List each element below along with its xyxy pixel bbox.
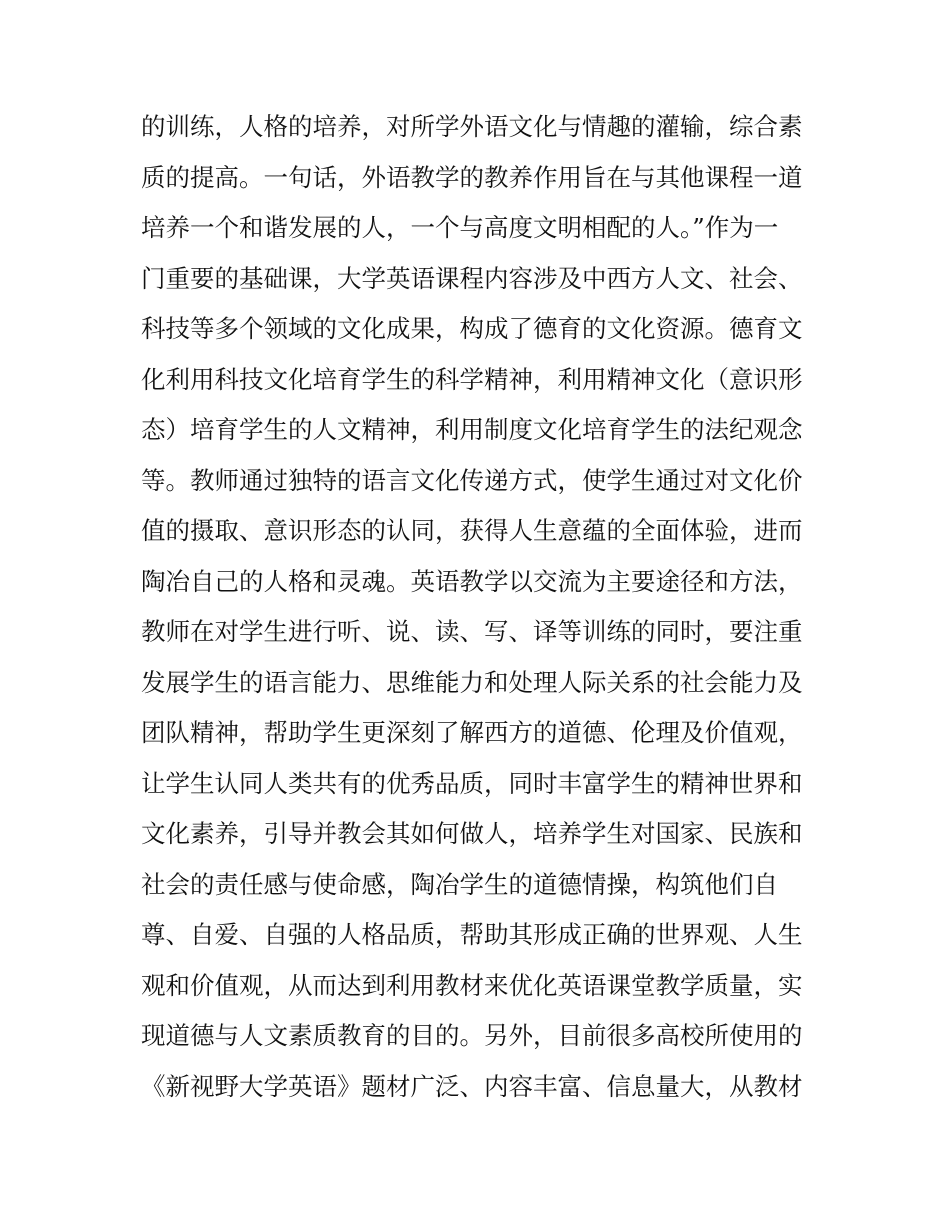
text-line: 科技等多个领域的文化成果，构成了德育的文化资源。德育文 xyxy=(141,314,803,343)
text-line: 陶冶自己的人格和灵魂。英语教学以交流为主要途径和方法， xyxy=(141,566,803,596)
text-line: 社会的责任感与使命感，陶冶学生的道德情操，构筑他们自 xyxy=(141,869,778,899)
text-line: 发展学生的语言能力、思维能力和处理人际关系的社会能力及 xyxy=(141,667,803,697)
text-line: 质的提高。一句话，外语教学的教养作用旨在与其他课程一道 xyxy=(141,162,803,192)
text-line: 态）培育学生的人文精神，利用制度文化培育学生的法纪观念 xyxy=(141,415,803,444)
text-line: 团队精神，帮助学生更深刻了解西方的道德、伦理及价值观， xyxy=(141,718,803,747)
text-line: 的训练，人格的培养，对所学外语文化与情趣的灌输，综合素 xyxy=(141,112,803,141)
text-line: 化利用科技文化培育学生的科学精神，利用精神文化（意识形 xyxy=(141,364,803,394)
text-line: 观和价值观，从而达到利用教材来优化英语课堂教学质量，实 xyxy=(141,970,803,1000)
text-line: 让学生认同人类共有的优秀品质，同时丰富学生的精神世界和 xyxy=(141,768,803,798)
body-paragraph xyxy=(141,102,821,1112)
text-line: 等。教师通过独特的语言文化传递方式，使学生通过对文化价 xyxy=(141,465,803,495)
text-line: 值的摄取、意识形态的认同，获得人生意蕴的全面体验，进而 xyxy=(141,516,803,545)
text-line: 现道德与人文素质教育的目的。另外，目前很多高校所使用的 xyxy=(141,1021,803,1050)
text-line: 《新视野大学英语》题材广泛、内容丰富、信息量大，从教材 xyxy=(141,1071,803,1101)
text-line: 门重要的基础课，大学英语课程内容涉及中西方人文、社会、 xyxy=(141,263,803,293)
text-line: 教师在对学生进行听、说、读、写、译等训练的同时，要注重 xyxy=(141,617,803,646)
text-line: 尊、自爱、自强的人格品质，帮助其形成正确的世界观、人生 xyxy=(141,920,803,949)
text-line: 文化素养，引导并教会其如何做人，培养学生对国家、民族和 xyxy=(141,819,803,848)
text-line: 培养一个和谐发展的人，一个与高度文明相配的人。”作为一 xyxy=(141,213,779,242)
